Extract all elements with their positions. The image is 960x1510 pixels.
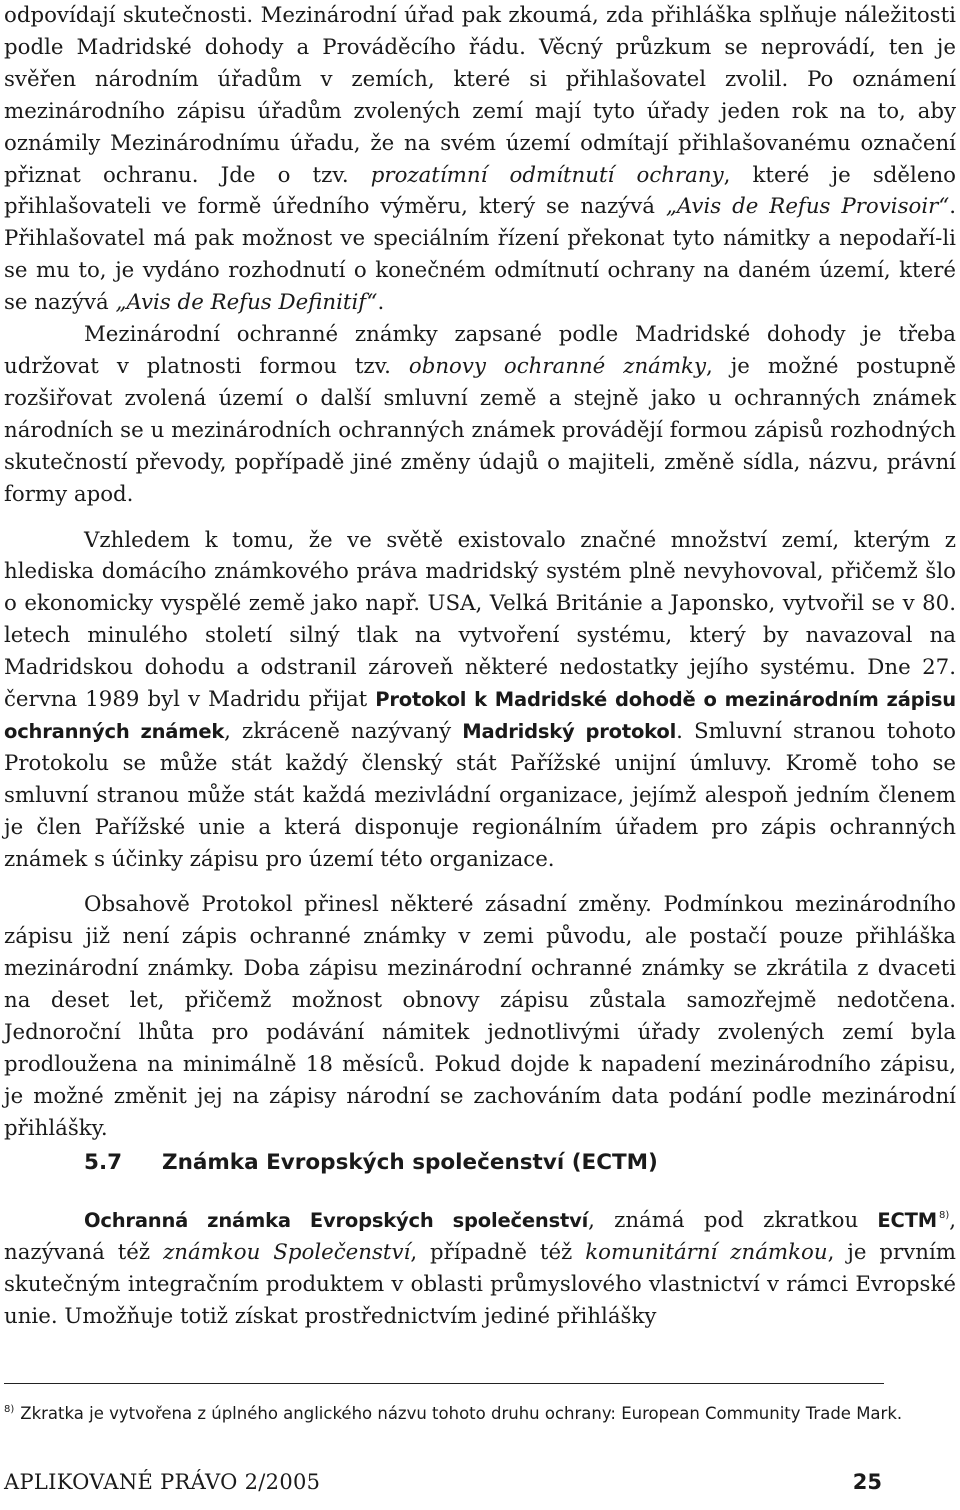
section-body bbox=[4, 1200, 956, 1333]
bold-term: Madridský protokol bbox=[462, 719, 677, 743]
italic-term: komunitární známkou bbox=[585, 1239, 828, 1265]
bold-term: Ochranná známka Evropských společenství bbox=[84, 1209, 589, 1232]
footer-publication-title: APLIKOVANÉ PRÁVO 2/2005 bbox=[4, 1470, 321, 1494]
italic-term: obnovy ochranné známky bbox=[408, 353, 706, 379]
footnote bbox=[4, 1396, 904, 1427]
footnote-text: Zkratka je vytvořena z úplného anglického názvu tohoto druhu ochrany: European Community Trade Mark. bbox=[20, 1404, 903, 1423]
bold-term: Protokol k Madridské dohodě o mezinárodním zápisu ochranných známek bbox=[4, 688, 956, 743]
bold-term: ECTM bbox=[877, 1209, 937, 1232]
paragraph-3: Vzhledem k tomu, že ve světě existovalo značné množství zemí, kterým z hlediska domácího známkového práva madridský systém plně nevyhovoval, přičemž šlo o ekonomicky vyspělé země jako např. USA, Velká Británie a Japonsko, vytvořil se v 80. letech minulého století silný tlak na vytvoření systému, který by navazoval na Madridskou dohodu a odstranil zároveň některé nedostatky jejího systému. Dne 27. června 1989 byl v Madridu přijat Protokol k Madridské dohodě o mezinárodním zápisu ochranných známek, zkráceně nazývaný Madridský protokol. Smluvní stranou tohoto Protokolu se může stát každý členský stát Pařížské unijní úmluvy. Kromě toho se smluvní stranou může stát každá mezivládní organizace, jejímž alespoň jedním členem je člen Pařížské unie a která disponuje regionálním úřadem pro zápis ochranných známek s účinky zápisu pro území této organizace. bbox=[4, 527, 957, 872]
section-title: Známka Evropských společenství (ECTM) bbox=[162, 1150, 658, 1175]
paragraph-5: Ochranná známka Evropských společenství, známá pod zkratkou ECTM $^{8)}$, nazývaná též známkou Společenství, případně též komunitární známkou, je prvním skutečným integračním produktem v oblasti průmyslového vlastnictví v rámci Evropské unie. Umožňuje totiž získat prostřednictvím jediné přihlášky bbox=[4, 1208, 956, 1329]
body-text bbox=[4, 0, 956, 1145]
italic-term: prozatímní odmítnutí ochrany bbox=[370, 162, 724, 188]
footnote-mark: 8) bbox=[4, 1404, 15, 1415]
italic-term: známkou Společenství bbox=[163, 1239, 411, 1265]
footnote-reference: 8) bbox=[938, 1210, 950, 1221]
section-number: 5.7 bbox=[84, 1150, 123, 1175]
footer-page-number: 25 bbox=[852, 1470, 882, 1494]
paragraph-2: Mezinárodní ochranné známky zapsané podle Madridské dohody je třeba udržovat v platnosti formou tzv. obnovy ochranné známky, je možné postupně rozšiřovat zvolená území o další smluvní země a stejně jako u ochranných známek národních se u mezinárodních ochranných známek provádějí formou zápisů rozhodných skutečností převody, popřípadě jiné změny údajů o majiteli, změně sídla, názvu, právní formy apod. bbox=[4, 322, 956, 507]
italic-term: „Avis de Refus Definitif“ bbox=[115, 290, 378, 316]
paragraph-1: odpovídají skutečnosti. Mezinárodní úřad pak zkoumá, zda přihláška splňuje náležitosti podle Madridské dohody a Prováděcího řádu. Věcný průzkum se neprovádí, ten je svěřen národním úřadům v zemích, které si přihlašovatel zvolil. Po oznámení mezinárodního zápisu úřadům zvolených zemí mají tyto úřady jeden rok na to, aby oznámily Mezinárodnímu úřadu, že na svém území odmítají přihlašovanému označení přiznat ochranu. Jde o tzv. prozatímní odmítnutí ochrany, které je sděleno přihlašovateli ve formě úředního výměru, který se nazývá „Avis de Refus Provisoir“. Přihlašovatel má pak možnost ve speciálním řízení překonat tyto námitky a nepodaří-li se mu to, je vydáno rozhodnutí o konečném odmítnutí ochrany na daném území, které se nazývá „Avis de Refus Definitif“. bbox=[4, 3, 956, 316]
footnote-divider bbox=[4, 1383, 884, 1384]
paragraph-4: Obsahově Protokol přinesl některé zásadní změny. Podmínkou mezinárodního zápisu již není zápis ochranné známky v zemi původu, ale postačí pouze přihláška mezinárodní známky. Doba zápisu mezinárodní ochranné známky se zkrátila z dvaceti na deset let, přičemž možnost obnovy zápisu zůstala samozřejmě nedotčena. Jednoroční lhůta pro podávání námitek jednotlivými úřady zvolených zemí byla prodloužena na minimálně 18 měsíců. Pokud dojde k napadení mezinárodního zápisu, je možné změnit jej na zápisy národní se zachováním data podání podle mezinárodní přihlášky. bbox=[4, 892, 956, 1141]
section-heading bbox=[84, 1150, 658, 1175]
italic-term: „Avis de Refus Provisoir“ bbox=[665, 194, 950, 220]
